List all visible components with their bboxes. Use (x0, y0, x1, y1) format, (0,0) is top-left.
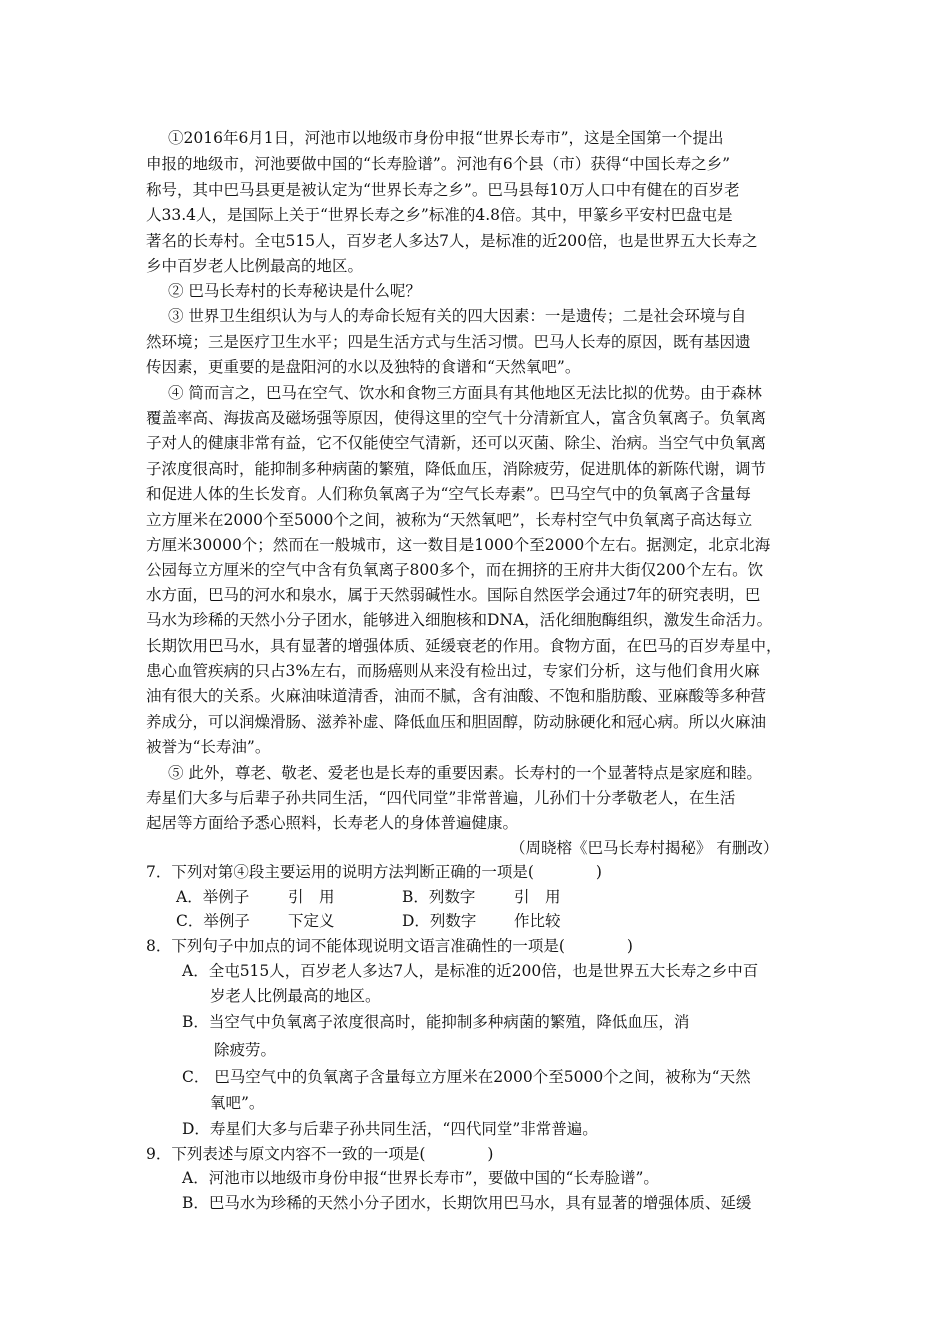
q7-option-c-second: 下定义 (288, 912, 335, 930)
para-4-line-5: 和促进人体的生长发育。人们称负氧离子为“空气长寿素”。巴马空气中的负氧离子含量每 (146, 485, 751, 503)
para-4-line-14: 养成分，可以润燥滑肠、滋养补虚、降低血压和胆固醇，防动脉硬化和冠心病。所以火麻油 (146, 713, 767, 731)
q7-option-d-second: 作比较 (514, 912, 561, 930)
q8-option-c-cont: 氧吧”。 (210, 1094, 265, 1112)
q8-stem: 8．下列句子中加点的词不能体现说明文语言准确性的一项是( ) (146, 937, 633, 955)
q7-option-b[interactable]: B．列数字 (402, 888, 476, 906)
para-4-line-3: 子对人的健康非常有益，它不仅能使空气清新，还可以灭菌、除尘、治病。当空气中负氧离 (146, 434, 767, 452)
q7-option-c[interactable]: C．举例子 (176, 912, 250, 930)
source-citation: （周晓榕《巴马长寿村揭秘》 有删改） (510, 839, 779, 857)
para-5-line-2: 寿星们大多与后辈子孙共同生活，“四代同堂”非常普遍，儿孙们十分孝敬老人，在生活 (146, 789, 736, 807)
para-4-line-13: 油有很大的关系。火麻油味道清香，油而不腻，含有油酸、不饱和脂肪酸、亚麻酸等多种营 (146, 687, 767, 705)
q8-option-b[interactable]: B．当空气中负氧离子浓度很高时，能抑制多种病菌的繁殖，降低血压，消 (182, 1013, 690, 1031)
para-4-line-2: 覆盖率高、海拔高及磁场强等原因，使得这里的空气十分清新宜人，富含负氧离子。负氧离 (146, 409, 767, 427)
para-5-line-1: ⑤ 此外，尊老、敬老、爱老也是长寿的重要因素。长寿村的一个显著特点是家庭和睦。 (168, 764, 762, 782)
q9-option-b[interactable]: B．巴马水为珍稀的天然小分子团水，长期饮用巴马水，具有显著的增强体质、延缓 (182, 1194, 752, 1212)
q7-option-d[interactable]: D．列数字 (402, 912, 477, 930)
para-3-line-1: ③ 世界卫生组织认为与人的寿命长短有关的四大因素：一是遗传；二是社会环境与自 (168, 307, 747, 325)
q8-option-b-cont: 除疲劳。 (214, 1041, 277, 1059)
para-3-line-3: 传因素，更重要的是盘阳河的水以及独特的食谱和“天然氧吧”。 (146, 358, 581, 376)
para-4-line-6: 立方厘米在2000个至5000个之间，被称为“天然氧吧”，长寿村空气中负氧离子高达每立 (146, 511, 753, 529)
q8-option-c[interactable]: C． 巴马空气中的负氧离子含量每立方厘米在2000个至5000个之间，被称为“天然 (182, 1068, 751, 1086)
q7-option-a[interactable]: A．举例子 (176, 888, 250, 906)
para-4-line-12: 患心血管疾病的只占3%左右，而肠癌则从来没有检出过，专家们分析，这与他们食用火麻 (146, 662, 760, 680)
para-1-line-5: 著名的长寿村。全屯515人，百岁老人多达7人，是标准的近200倍，也是世界五大长寿之 (146, 232, 758, 250)
q8-option-a[interactable]: A．全屯515人，百岁老人多达7人，是标准的近200倍，也是世界五大长寿之乡中百 (182, 962, 759, 980)
para-4-line-1: ④ 简而言之，巴马在空气、饮水和食物三方面具有其他地区无法比拟的优势。由于森林 (168, 384, 762, 402)
para-2-line-1: ② 巴马长寿村的长寿秘诀是什么呢？ (168, 282, 421, 300)
para-3-line-2: 然环境；三是医疗卫生水平；四是生活方式与生活习惯。巴马人长寿的原因，既有基因遗 (146, 333, 751, 351)
q7-option-b-second: 引 用 (514, 888, 561, 906)
q7-stem: 7．下列对第④段主要运用的说明方法判断正确的一项是( ) (146, 863, 602, 881)
q8-option-d[interactable]: D．寿星们大多与后辈子孙共同生活，“四代同堂”非常普遍。 (182, 1120, 598, 1138)
para-4-line-7: 方厘米30000个；然而在一般城市，这一数目是1000个至2000个左右。据测定，北京北海 (146, 536, 771, 554)
para-4-line-11: 长期饮用巴马水，具有显著的增强体质、延缓衰老的作用。食物方面，在巴马的百岁寿星中， (146, 637, 782, 655)
para-1-line-6: 乡中百岁老人比例最高的地区。 (146, 257, 364, 275)
para-1-line-3: 称号，其中巴马县更是被认定为“世界长寿之乡”。巴马县每10万人口中有健在的百岁老 (146, 181, 740, 199)
para-4-line-10: 马水为珍稀的天然小分子团水，能够进入细胞核和DNA，活化细胞酶组织，激发生命活力。 (146, 611, 773, 629)
para-1-line-2: 申报的地级市，河池要做中国的“长寿脸谱”。河池有6个县（市）获得“中国长寿之乡” (146, 155, 731, 173)
q9-option-a[interactable]: A．河池市以地级市身份申报“世界长寿市”，要做中国的“长寿脸谱”。 (182, 1169, 659, 1187)
para-4-line-15: 被誉为“长寿油”。 (146, 738, 271, 756)
para-4-line-9: 水方面，巴马的河水和泉水，属于天然弱碱性水。国际自然医学会通过7年的研究表明，巴 (146, 586, 761, 604)
para-5-line-3: 起居等方面给予悉心照料，长寿老人的身体普遍健康。 (146, 814, 519, 832)
para-1-line-1: ①2016年6月1日，河池市以地级市身份申报“世界长寿市”，这是全国第一个提出 (168, 129, 724, 147)
q9-stem: 9．下列表述与原文内容不一致的一项是( ) (146, 1145, 494, 1163)
para-1-line-4: 人33.4人，是国际上关于“世界长寿之乡”标准的4.8倍。其中，甲篆乡平安村巴盘屯是 (146, 206, 733, 224)
q7-option-a-second: 引 用 (288, 888, 335, 906)
para-4-line-4: 子浓度很高时，能抑制多种病菌的繁殖，降低血压，消除疲劳，促进肌体的新陈代谢，调节 (146, 460, 767, 478)
para-4-line-8: 公园每立方厘米的空气中含有负氧离子800多个，而在拥挤的王府井大街仅200个左右。饮 (146, 561, 764, 579)
q8-option-a-cont: 岁老人比例最高的地区。 (210, 987, 381, 1005)
